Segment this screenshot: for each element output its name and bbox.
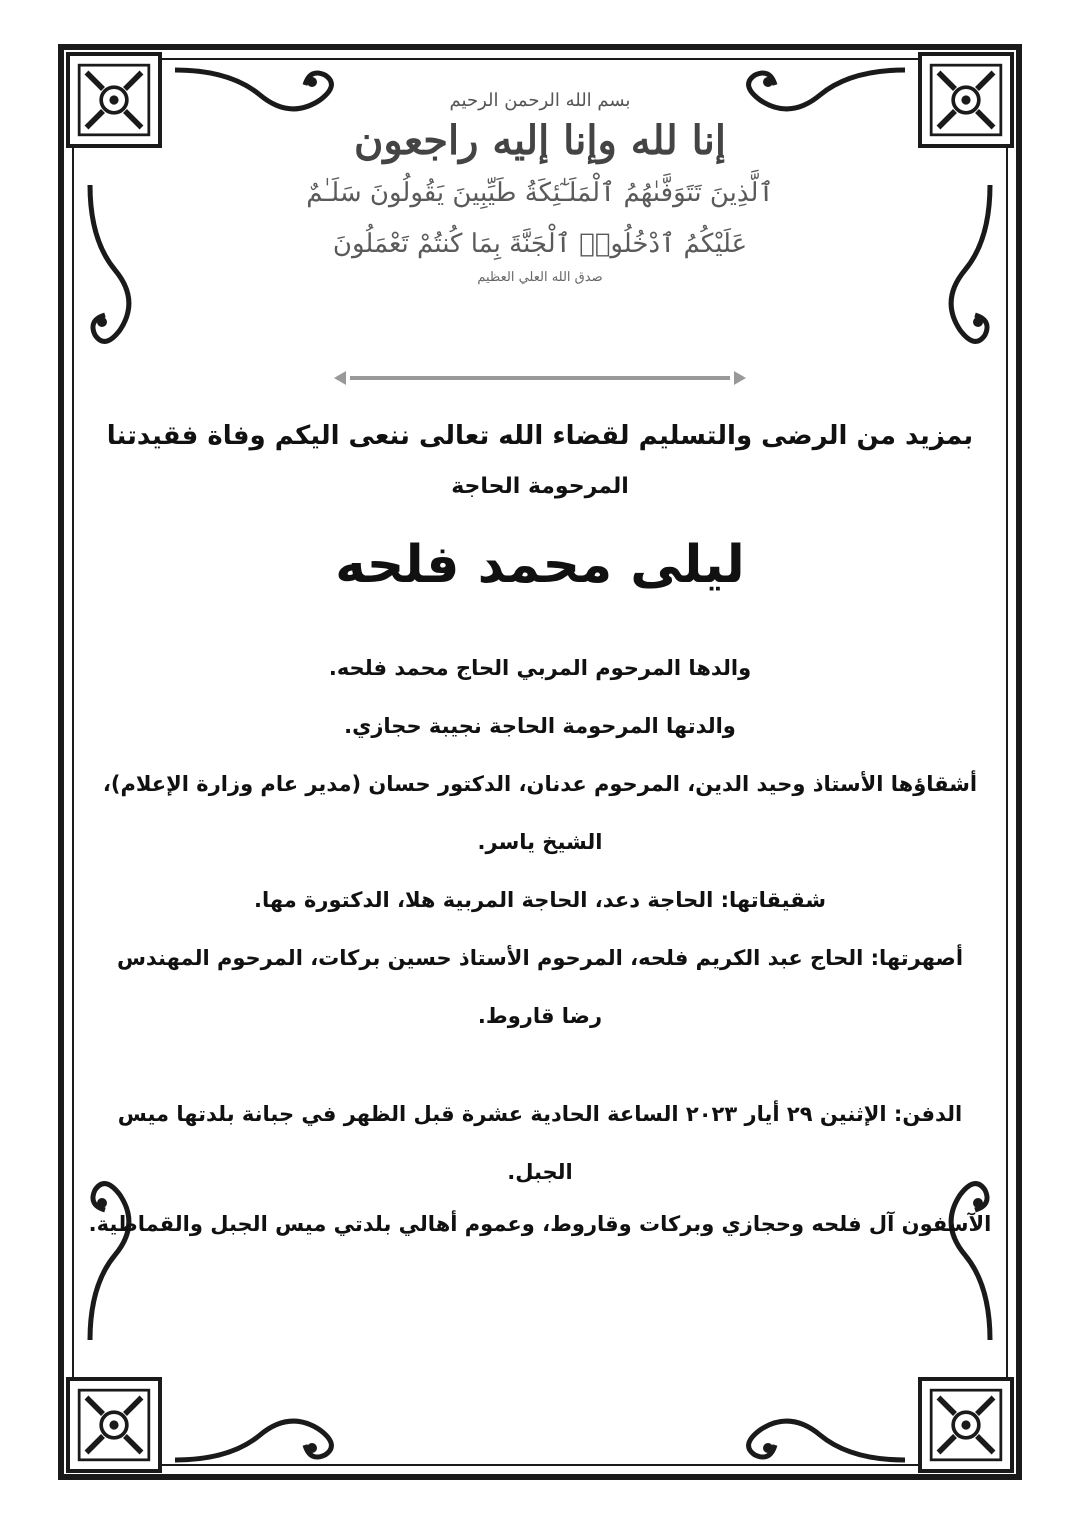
scroll-ornament-bottom-right bbox=[730, 1400, 910, 1470]
corner-ornament-bottom-right bbox=[918, 1377, 1014, 1473]
burial-line-1: الدفن: الإثنين ٢٩ أيار ٢٠٢٣ الساعة الحادية عشرة قبل الظهر في جبانة بلدتها ميس bbox=[117, 1102, 963, 1126]
basmala: بسم الله الرحمن الرحيم bbox=[449, 90, 631, 111]
relative-line: أشقاؤها الأستاذ وحيد الدين، المرحوم عدنان، الدكتور حسان (مدير عام وزارة الإعلام)، bbox=[102, 772, 978, 796]
scroll-ornament-right-upper bbox=[930, 180, 1000, 360]
deceased-name: ليلى محمد فلحه bbox=[335, 535, 745, 595]
corner-ornament-bottom-left bbox=[66, 1377, 162, 1473]
scroll-ornament-left-upper bbox=[80, 180, 150, 360]
relative-line: الشيخ ياسر. bbox=[477, 830, 603, 854]
deceased-title: المرحومة الحاجة bbox=[451, 474, 629, 499]
scroll-ornament-bottom-left bbox=[170, 1400, 350, 1470]
intro-line: بمزيد من الرضى والتسليم لقضاء الله تعالى ننعى اليكم وفاة فقيدتنا bbox=[106, 421, 974, 451]
header-divider bbox=[330, 368, 750, 388]
mourners-line: الآسفون آل فلحه وحجازي وبركات وقاروط، وعموم أهالي بلدتي ميس الجبل والقماطية. bbox=[88, 1212, 992, 1236]
relative-line: شقيقاتها: الحاجة دعد، الحاجة المربية هلا، الدكتورة مها. bbox=[253, 888, 826, 912]
corner-ornament-top-right bbox=[918, 52, 1014, 148]
relative-line: رضا قاروط. bbox=[477, 1004, 603, 1028]
verse-line-1: ٱلَّذِينَ تَتَوَفَّىٰهُمُ ٱلْمَلَـٰٓئِكَةُ طَيِّبِينَ يَقُولُونَ سَلَـٰمٌ bbox=[306, 178, 774, 208]
header-calligraphy bbox=[180, 80, 900, 285]
announcement-body bbox=[84, 405, 996, 1247]
relative-line: والدها المرحوم المربي الحاج محمد فلحه. bbox=[328, 656, 752, 680]
verse-line-2: عَلَيْكُمُ ٱدْخُلُوا۟ ٱلْجَنَّةَ بِمَا كُنتُمْ تَعْمَلُونَ bbox=[332, 228, 748, 259]
verse-title: إنا لله وإنا إليه راجعون bbox=[353, 117, 727, 164]
burial-line-2: الجبل. bbox=[507, 1160, 573, 1184]
relative-line: والدتها المرحومة الحاجة نجيبة حجازي. bbox=[344, 714, 736, 738]
verse-reference: صدق الله العلي العظيم bbox=[477, 269, 603, 285]
corner-ornament-top-left bbox=[66, 52, 162, 148]
relative-line: أصهرتها: الحاج عبد الكريم فلحه، المرحوم الأستاذ حسين بركات، المرحوم المهندس bbox=[116, 946, 964, 970]
